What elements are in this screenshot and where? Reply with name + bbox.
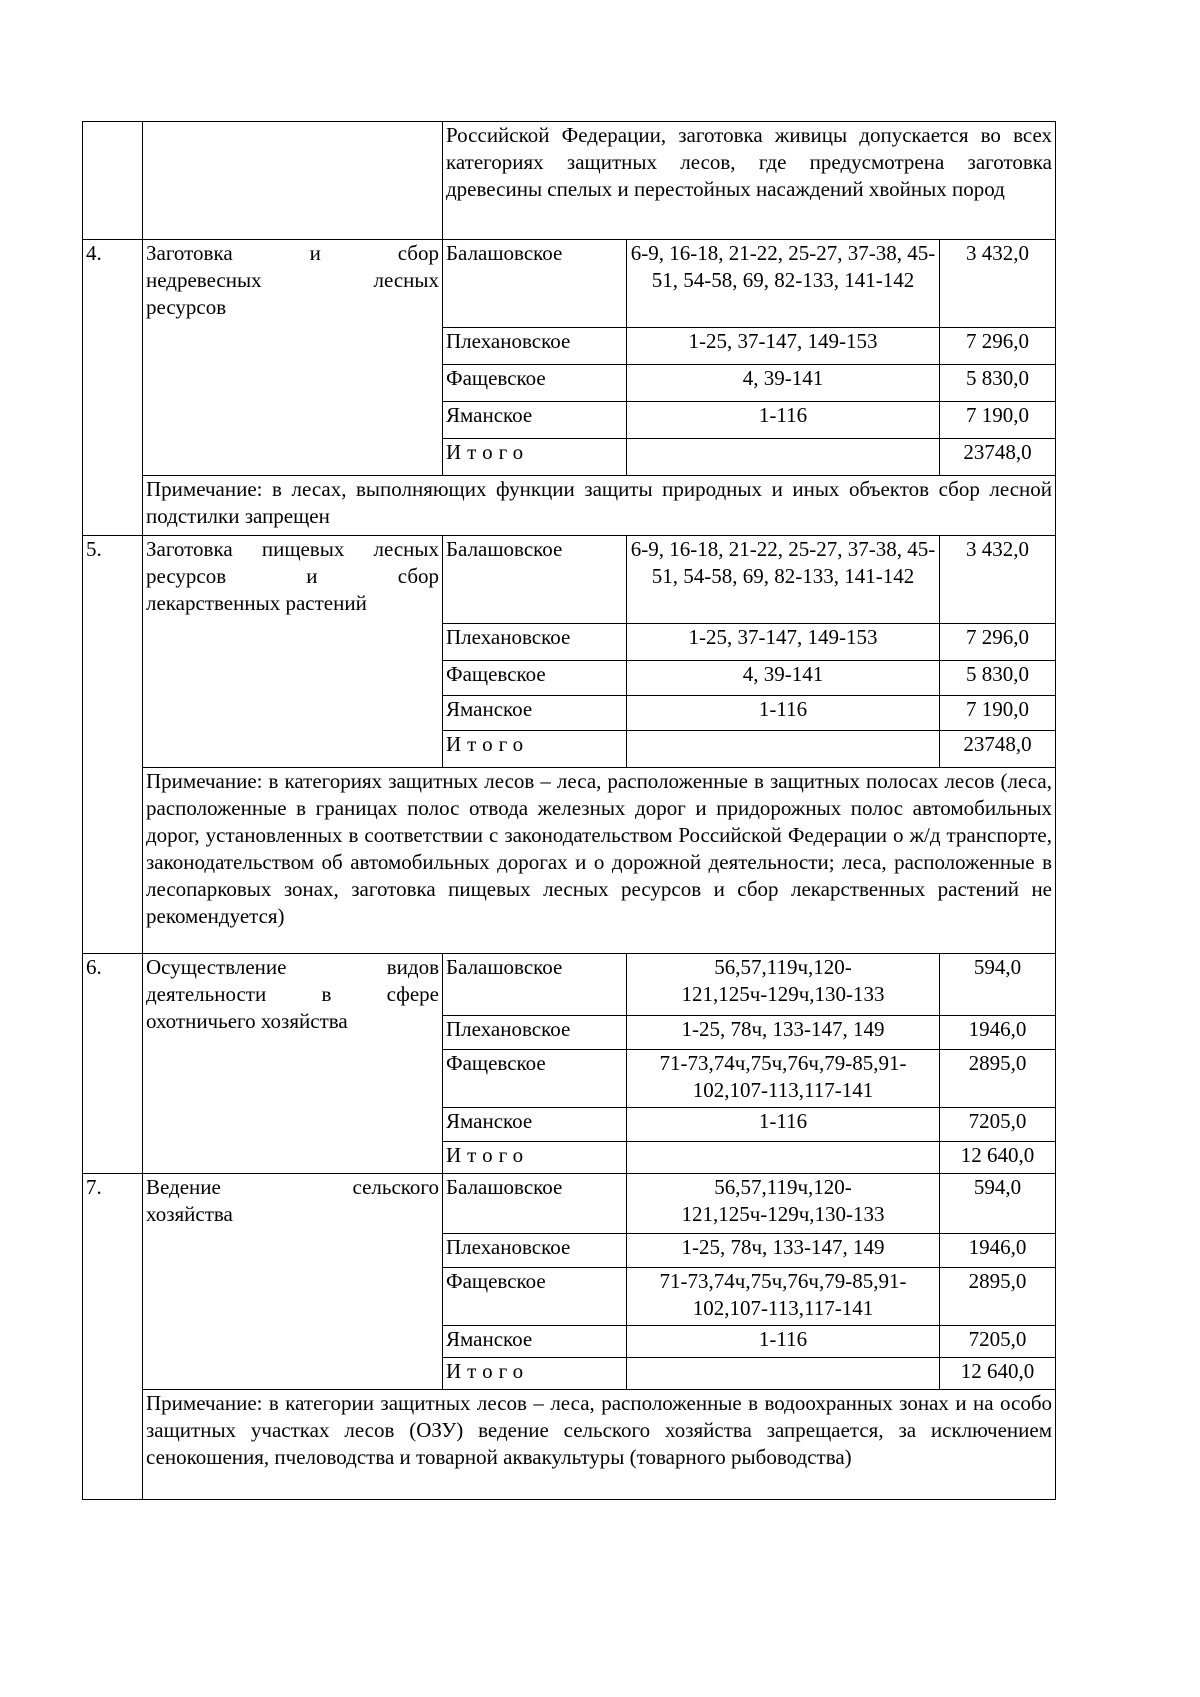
- activity-name: [143, 536, 443, 768]
- area-value: 3 432,0: [940, 240, 1056, 328]
- forest-use-table: [82, 121, 1056, 1500]
- area-value: 7205,0: [940, 1108, 1056, 1142]
- total-label: Итого: [443, 439, 627, 476]
- note-row: [83, 768, 1056, 954]
- section-number: 7.: [83, 1174, 143, 1500]
- note-text: Примечание: в категории защитных лесов – леса, расположенные в водоохранных зонах и на особо защитных участках лесов (ОЗУ) ведение сельского хозяйства запрещается, за исключением сенокошения, пчеловодства и товарной аквакультуры (товарного рыбоводства): [143, 1390, 1056, 1500]
- forestry-name: Яманское: [443, 1108, 627, 1142]
- area-value: 1946,0: [940, 1016, 1056, 1050]
- block-numbers: 71-73,74ч,75ч,76ч,79-85,91-102,107-113,117-141: [627, 1268, 940, 1326]
- forestry-name: Плехановское: [443, 1234, 627, 1268]
- block-numbers: 1-116: [627, 696, 940, 731]
- forestry-name: Балашовское: [443, 240, 627, 328]
- activity-cell: [143, 122, 443, 240]
- table-row: [83, 240, 1056, 328]
- forestry-name: Плехановское: [443, 624, 627, 661]
- table-body: [83, 122, 1056, 1500]
- area-value: 594,0: [940, 954, 1056, 1016]
- block-numbers: 1-25, 78ч, 133-147, 149: [627, 1234, 940, 1268]
- total-blocks: [627, 1142, 940, 1174]
- activity-name: [143, 1174, 443, 1390]
- section-number: 6.: [83, 954, 143, 1174]
- area-value: 7205,0: [940, 1326, 1056, 1358]
- forestry-name: Балашовское: [443, 1174, 627, 1234]
- area-value: 1946,0: [940, 1234, 1056, 1268]
- total-blocks: [627, 1358, 940, 1390]
- activity-name-line: хозяйства: [146, 1202, 233, 1226]
- forestry-name: Балашовское: [443, 954, 627, 1016]
- forestry-name: Балашовское: [443, 536, 627, 624]
- total-blocks: [627, 731, 940, 768]
- activity-name-line: Заготовка и сбор: [146, 241, 439, 265]
- section-number: 4.: [83, 240, 143, 536]
- block-numbers: 56,57,119ч,120-121,125ч-129ч,130-133: [627, 954, 940, 1016]
- continuation-text: Российской Федерации, заготовка живицы допускается во всех категориях защитных лесов, где предусмотрена заготовка древесины спелых и перестойных насаждений хвойных пород: [443, 122, 1056, 240]
- section-number: 5.: [83, 536, 143, 954]
- activity-name-line: Заготовка пищевых лесных: [146, 537, 439, 561]
- activity-name: [143, 954, 443, 1174]
- forestry-name: Яманское: [443, 402, 627, 439]
- block-numbers: 71-73,74ч,75ч,76ч,79-85,91-102,107-113,117-141: [627, 1050, 940, 1108]
- forestry-name: Фащевское: [443, 1050, 627, 1108]
- area-value: 2895,0: [940, 1050, 1056, 1108]
- block-numbers: 4, 39-141: [627, 365, 940, 402]
- activity-name: [143, 240, 443, 476]
- activity-name-line: недревесных лесных: [146, 268, 439, 292]
- forestry-name: Яманское: [443, 696, 627, 731]
- total-area: 12 640,0: [940, 1358, 1056, 1390]
- forestry-name: Фащевское: [443, 661, 627, 696]
- activity-name-line: Осуществление видов: [146, 955, 439, 979]
- activity-name-line: ресурсов и сбор: [146, 564, 439, 588]
- block-numbers: 6-9, 16-18, 21-22, 25-27, 37-38, 45-51, 54-58, 69, 82-133, 141-142: [627, 536, 940, 624]
- total-area: 23748,0: [940, 439, 1056, 476]
- block-numbers: 1-25, 37-147, 149-153: [627, 328, 940, 365]
- activity-name-line: Ведение сельского: [146, 1175, 439, 1199]
- forestry-name: Яманское: [443, 1326, 627, 1358]
- area-value: 5 830,0: [940, 365, 1056, 402]
- area-value: 7 190,0: [940, 696, 1056, 731]
- total-blocks: [627, 439, 940, 476]
- activity-name-line: лекарственных растений: [146, 591, 367, 615]
- total-label: Итого: [443, 1358, 627, 1390]
- table-row: [83, 536, 1056, 624]
- area-value: 5 830,0: [940, 661, 1056, 696]
- block-numbers: 1-25, 37-147, 149-153: [627, 624, 940, 661]
- forestry-name: Плехановское: [443, 1016, 627, 1050]
- block-numbers: 4, 39-141: [627, 661, 940, 696]
- total-label: Итого: [443, 1142, 627, 1174]
- area-value: 7 296,0: [940, 328, 1056, 365]
- total-area: 12 640,0: [940, 1142, 1056, 1174]
- forestry-name: Фащевское: [443, 1268, 627, 1326]
- table-row: [83, 122, 1056, 240]
- forestry-name: Плехановское: [443, 328, 627, 365]
- forestry-name: Фащевское: [443, 365, 627, 402]
- block-numbers: 1-116: [627, 402, 940, 439]
- area-value: 2895,0: [940, 1268, 1056, 1326]
- area-value: 3 432,0: [940, 536, 1056, 624]
- note-row: [83, 1390, 1056, 1500]
- note-text: Примечание: в категориях защитных лесов – леса, расположенные в защитных полосах лесов (леса, расположенные в границах полос отвода железных дорог и придорожных полос автомобильных дорог, установленных в соответствии с законодательством Российской Федерации о ж/д транспорте, законодательством об автомобильных дорогах и о дорожной деятельности; леса, расположенные в лесопарковых зонах, заготовка пищевых лесных ресурсов и сбор лекарственных растений не рекомендуется): [143, 768, 1056, 954]
- activity-name-line: ресурсов: [146, 295, 227, 319]
- note-text: Примечание: в лесах, выполняющих функции защиты природных и иных объектов сбор лесной подстилки запрещен: [143, 476, 1056, 536]
- note-row: [83, 476, 1056, 536]
- area-value: 7 190,0: [940, 402, 1056, 439]
- block-numbers: 1-116: [627, 1326, 940, 1358]
- area-value: 7 296,0: [940, 624, 1056, 661]
- activity-name-line: деятельности в сфере: [146, 982, 439, 1006]
- total-area: 23748,0: [940, 731, 1056, 768]
- activity-name-line: охотничьего хозяйства: [146, 1009, 348, 1033]
- total-label: Итого: [443, 731, 627, 768]
- table-row: [83, 1174, 1056, 1234]
- area-value: 594,0: [940, 1174, 1056, 1234]
- block-numbers: 6-9, 16-18, 21-22, 25-27, 37-38, 45-51, 54-58, 69, 82-133, 141-142: [627, 240, 940, 328]
- block-numbers: 56,57,119ч,120-121,125ч-129ч,130-133: [627, 1174, 940, 1234]
- number-cell: [83, 122, 143, 240]
- block-numbers: 1-116: [627, 1108, 940, 1142]
- table-row: [83, 954, 1056, 1016]
- block-numbers: 1-25, 78ч, 133-147, 149: [627, 1016, 940, 1050]
